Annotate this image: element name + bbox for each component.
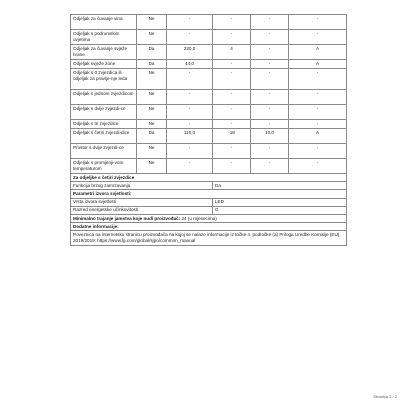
- four-star-heading-row: [71, 174, 347, 182]
- compartment-present: Da: [137, 129, 167, 144]
- compartment-volume: -: [167, 69, 213, 90]
- compartment-freezing-capacity: -: [251, 60, 289, 69]
- compartment-freezing-capacity: -: [251, 30, 289, 45]
- compartment-volume: -: [167, 105, 213, 120]
- compartment-freezing-capacity: -: [251, 144, 289, 159]
- fast-freeze-row: [71, 182, 347, 190]
- compartment-temperature: -: [213, 15, 251, 30]
- compartment-name: Odjeljak s četiri zvjezdi-dice: [71, 129, 137, 144]
- light-class-label: Razred energetske učinkovitosti: [71, 206, 213, 214]
- warranty-row: [71, 215, 347, 223]
- compartment-freezing-capacity: -: [251, 105, 289, 120]
- compartment-present: Da: [137, 60, 167, 69]
- compartment-temperature: -: [213, 105, 251, 120]
- four-star-heading: Za odjeljke s četiri zvjezdice: [71, 174, 347, 182]
- compartment-type: A: [289, 45, 347, 60]
- compartment-type: -: [289, 159, 347, 174]
- compartment-name: Odjeljak s dvije zvjezdi-ce: [71, 105, 137, 120]
- additional-text-row: [71, 231, 347, 246]
- additional-text: Poveznica na internetsku stranicu proizvođača na kojoj se nalaze informacije iz točke 4. podtočke (a) Priloga Uredbe Komisije (EU) 2019/2019: https://www.lg.com/global/sjpo/common_manual: [71, 231, 347, 246]
- compartment-row: [71, 159, 347, 174]
- compartment-type: -: [289, 120, 347, 129]
- compartment-row: [71, 129, 347, 144]
- compartment-freezing-capacity: -: [251, 90, 289, 105]
- compartment-type: A: [289, 60, 347, 69]
- compartment-present: Ne: [137, 69, 167, 90]
- compartment-volume: -: [167, 144, 213, 159]
- compartment-name: Odjeljak s 0 zvjezdica ili odjeljak za pravlje-nje leda: [71, 69, 137, 90]
- compartment-temperature: -: [213, 144, 251, 159]
- compartment-type: -: [289, 30, 347, 45]
- compartment-temperature: -18: [213, 129, 251, 144]
- compartment-name: Odjeljak s podrumskim uvjetima: [71, 30, 137, 45]
- compartment-freezing-capacity: 10,0: [251, 129, 289, 144]
- compartment-name: Odjeljak za čuvanje vina: [71, 15, 137, 30]
- compartment-name: Odjeljak s promjenji-vom temperaturom: [71, 159, 137, 174]
- warranty-label: Minimalno trajanje jamstva koje nudi proizvođač:: [73, 215, 181, 221]
- compartment-temperature: -: [213, 60, 251, 69]
- compartment-present: Ne: [137, 105, 167, 120]
- light-type-label: Vrsta izvora svjetlosti: [71, 198, 213, 206]
- compartment-name: Odjeljak svježe zone: [71, 60, 137, 69]
- compartment-present: Ne: [137, 144, 167, 159]
- compartment-name: Odjeljak s tri zvjezdice: [71, 120, 137, 129]
- compartment-freezing-capacity: -: [251, 69, 289, 90]
- light-heading: Parametri izvora svjetlosti:: [71, 190, 347, 198]
- compartment-type: -: [289, 69, 347, 90]
- compartment-present: Ne: [137, 15, 167, 30]
- light-class-value: G: [213, 206, 347, 214]
- compartment-row: [71, 69, 347, 90]
- compartment-type: A: [289, 129, 347, 144]
- compartment-row: [71, 105, 347, 120]
- compartment-type: -: [289, 90, 347, 105]
- warranty-value: 24 (u mjesecima): [181, 215, 217, 221]
- compartment-freezing-capacity: -: [251, 159, 289, 174]
- product-info-table: [70, 14, 347, 246]
- light-type-value: LED: [213, 198, 347, 206]
- compartment-name: Prostor s dvije zvjezdi-ce: [71, 144, 137, 159]
- compartment-present: Ne: [137, 90, 167, 105]
- compartment-present: Ne: [137, 159, 167, 174]
- compartment-present: Ne: [137, 30, 167, 45]
- compartment-present: Da: [137, 45, 167, 60]
- compartment-row: [71, 15, 347, 30]
- light-type-row: [71, 198, 347, 206]
- compartment-temperature: -: [213, 120, 251, 129]
- compartment-volume: -: [167, 90, 213, 105]
- compartment-temperature: -: [213, 90, 251, 105]
- compartment-freezing-capacity: -: [251, 45, 289, 60]
- compartment-temperature: -: [213, 159, 251, 174]
- compartment-row: [71, 144, 347, 159]
- compartment-volume: -: [167, 15, 213, 30]
- additional-heading-row: [71, 223, 347, 231]
- compartment-row: [71, 60, 347, 69]
- warranty-cell: [71, 215, 347, 223]
- compartment-freezing-capacity: -: [251, 120, 289, 129]
- compartment-rows: [71, 15, 347, 174]
- compartment-present: Ne: [137, 120, 167, 129]
- compartment-name: Odjeljak s jednom zvjezdicom: [71, 90, 137, 105]
- fast-freeze-value: Da: [213, 182, 347, 190]
- fast-freeze-label: Funkcija brzog zamrzavanja: [71, 182, 213, 190]
- additional-heading: Dodatne informacije:: [71, 223, 347, 231]
- compartment-volume: 44,0: [167, 60, 213, 69]
- compartment-temperature: -: [213, 69, 251, 90]
- compartment-row: [71, 120, 347, 129]
- compartment-name: Odjeljak za čuvanje svježe hrane: [71, 45, 137, 60]
- compartment-temperature: 4: [213, 45, 251, 60]
- compartment-volume: 110,0: [167, 129, 213, 144]
- light-heading-row: [71, 190, 347, 198]
- compartment-volume: -: [167, 120, 213, 129]
- compartment-volume: -: [167, 30, 213, 45]
- compartment-volume: 230,0: [167, 45, 213, 60]
- compartment-temperature: -: [213, 30, 251, 45]
- compartment-row: [71, 45, 347, 60]
- compartment-freezing-capacity: -: [251, 15, 289, 30]
- compartment-type: -: [289, 105, 347, 120]
- compartment-type: -: [289, 144, 347, 159]
- compartment-volume: -: [167, 159, 213, 174]
- page-number: Stranica 2 / 2: [373, 394, 397, 399]
- compartment-row: [71, 30, 347, 45]
- light-class-row: [71, 206, 347, 214]
- compartment-row: [71, 90, 347, 105]
- compartment-type: -: [289, 15, 347, 30]
